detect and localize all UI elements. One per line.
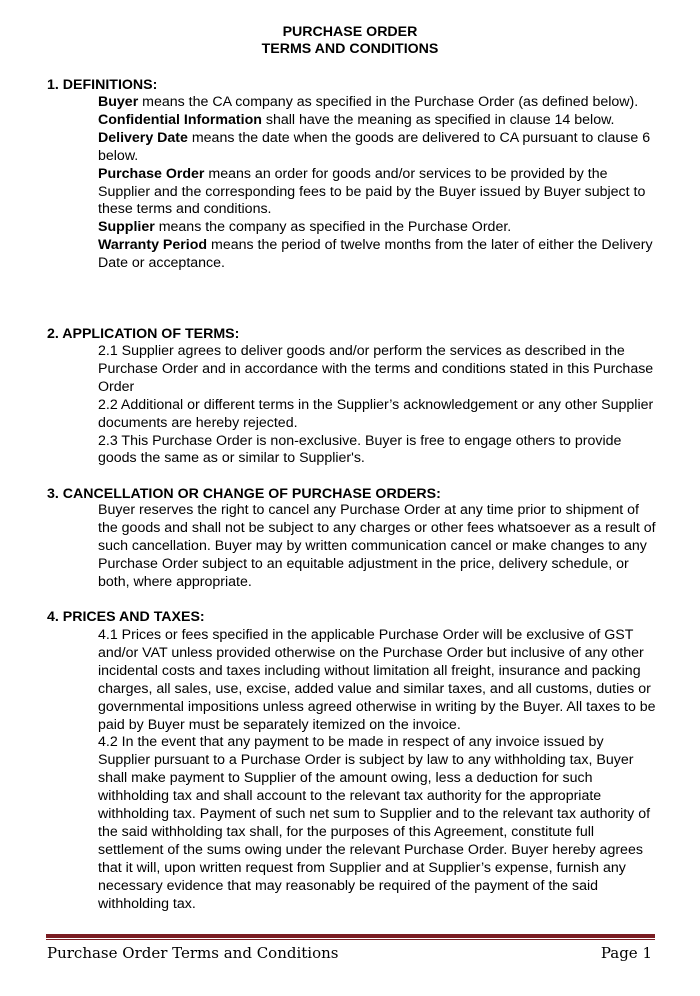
definition-text: means the date when the goods are delivered to CA pursuant to clause 6 below. (98, 129, 651, 164)
definition-text: shall have the meaning as specified in clause 14 below. (261, 111, 615, 128)
section-1-body (98, 94, 658, 273)
definition-text: means an order for goods and/or services to be provided by the Supplier and the corresponding fees to be paid by the Buyer issued by Buyer subject to these terms and conditions. (98, 165, 646, 218)
definition-delivery-date (98, 130, 658, 166)
clause-2-2: 2.2 Additional or different terms in the Supplier’s acknowledgement or any other Supplier documents are hereby rejected. (98, 396, 654, 431)
clause-3-text: Buyer reserves the right to cancel any Purchase Order at any time prior to shipment of the goods and shall not be subject to any charges or other fees whatsoever as a result of such cancellation. Buyer may by written communication cancel or make changes to any Purchase Order subject to an equitable adjustment in the price, delivery schedule, or both, where appropriate. (98, 502, 656, 590)
definition-text: means the CA company as specified in the Purchase Order (as defined below). (138, 94, 639, 110)
footer-rule-thick (46, 934, 655, 938)
definition-text: means the company as specified in the Purchase Order. (154, 219, 512, 236)
definition-term: Buyer (98, 94, 139, 110)
definition-warranty-period (98, 237, 658, 273)
clause-4-1: 4.1 Prices or fees specified in the applicable Purchase Order will be exclusive of GST and/or VAT unless provided otherwise on the Purchase Order but inclusive of any other incidental costs and taxes including without limitation all freight, insurance and packing charges, all sales, use, excise, added value and similar taxes, and all customs, duties or governmental impositions unless agreed otherwise in writing by the Buyer. All taxes to be paid by Buyer must be separately itemized on the invoice. (98, 627, 656, 733)
section-1-heading: 1. DEFINITIONS: (47, 77, 158, 93)
clause-4-2: 4.2 In the event that any payment to be made in respect of any invoice issued by Supplier pursuant to a Purchase Order is subject by law to any withholding tax, Buyer shall make payment to Supplier of the amount owing, less a deduction for such withholding tax and shall account to the relevant tax authority for the appropriate withholding tax. Payment of such net sum to Supplier and to the relevant tax authority of the said withholding tax shall, for the purposes of this Agreement, constitute full settlement of the sums owing under the relevant Purchase Order. Buyer hereby agrees that it will, upon written request from Supplier and at Supplier’s expense, furnish any necessary evidence that may reasonably be required of the payment of the said withholding tax. (98, 734, 651, 912)
section-2-body (98, 343, 658, 468)
doc-title-line2: TERMS AND CONDITIONS (261, 41, 439, 57)
definition-term: Purchase Order (98, 165, 205, 182)
section-2-heading: 2. APPLICATION OF TERMS: (47, 326, 240, 342)
definition-confidential-information (98, 112, 658, 130)
footer-document-title: Purchase Order Terms and Conditions (47, 944, 339, 962)
clause-2-3: 2.3 This Purchase Order is non-exclusive. Buyer is free to engage others to provide goods the same as or similar to Supplier's. (98, 432, 622, 467)
definition-text: means the period of twelve months from the later of either the Delivery Date or acceptance. (98, 237, 653, 272)
section-4-heading: 4. PRICES AND TAXES: (47, 609, 205, 625)
definition-supplier (98, 219, 658, 237)
clause-2-1: 2.1 Supplier agrees to deliver goods and/or perform the services as described in the Purchase Order and in accordance with the terms and conditions stated in this Purchase Order (98, 343, 654, 395)
section-4-body (98, 627, 658, 914)
footer-page-number: Page 1 (600, 944, 652, 962)
section-3-body (98, 502, 658, 592)
footer-rule-thin (46, 939, 655, 940)
definition-term: Confidential Information (98, 111, 262, 128)
definition-purchase-order (98, 166, 658, 220)
definition-term: Supplier (98, 219, 155, 236)
definition-term: Delivery Date (98, 129, 188, 146)
doc-title-line1: PURCHASE ORDER (282, 24, 418, 40)
definition-buyer (98, 94, 658, 112)
definition-term: Warranty Period (98, 237, 208, 254)
section-3-heading: 3. CANCELLATION OR CHANGE OF PURCHASE ORDERS: (47, 486, 441, 502)
